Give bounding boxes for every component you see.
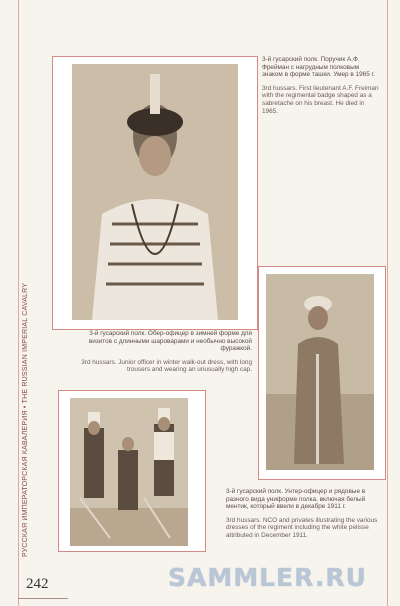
winter-officer-image: [266, 274, 374, 470]
nco-group-caption-ru: 3-й гусарский полк. Унтер-офицер и рядовые в разного вида униформе полка, включая белый ментик, который ввели в декабре 1911 г.: [226, 488, 366, 511]
spine-title: РУССКАЯ ИМПЕРАТОРСКАЯ КАВАЛЕРИЯ • THE RUSSIAN IMPERIAL CAVALRY: [22, 282, 29, 558]
nco-group-caption: [226, 488, 384, 546]
page-number: 242: [26, 576, 49, 592]
freiman-portrait-image: [72, 64, 238, 320]
nco-group-image: [70, 398, 188, 546]
winter-officer-caption: [70, 330, 252, 380]
page-number-rule: [18, 598, 68, 599]
freiman-caption: [262, 56, 380, 121]
freiman-caption-ru: 3-й гусарский полк. Поручик А.Ф. Фрейман с нагрудным полковым знаком в форме ташки. Умер в 1965 г.: [262, 56, 375, 79]
freiman-caption-en: 3rd hussars. First lieutenant A.F. Freiman with the regimental badge shaped as a sabretache on his breast. He died in 1965.: [262, 84, 379, 115]
winter-officer-caption-ru: 3-й гусарский полк. Обер-офицер в зимней форме для визитов с длинными шароварами и необычно высокой фуражкой.: [88, 330, 252, 353]
winter-officer-caption-en: 3rd hussars. Junior officer in winter walk-out dress, with long trousers and wearing an unusually high cap.: [81, 358, 252, 374]
page-right-rule: [387, 0, 388, 606]
nco-group-caption-en: 3rd hussars. NCO and privates illustrating the various dresses of the regiment including the white pelisse attributed in December 1911.: [226, 516, 378, 539]
watermark: SAMMLER.RU: [168, 563, 367, 592]
